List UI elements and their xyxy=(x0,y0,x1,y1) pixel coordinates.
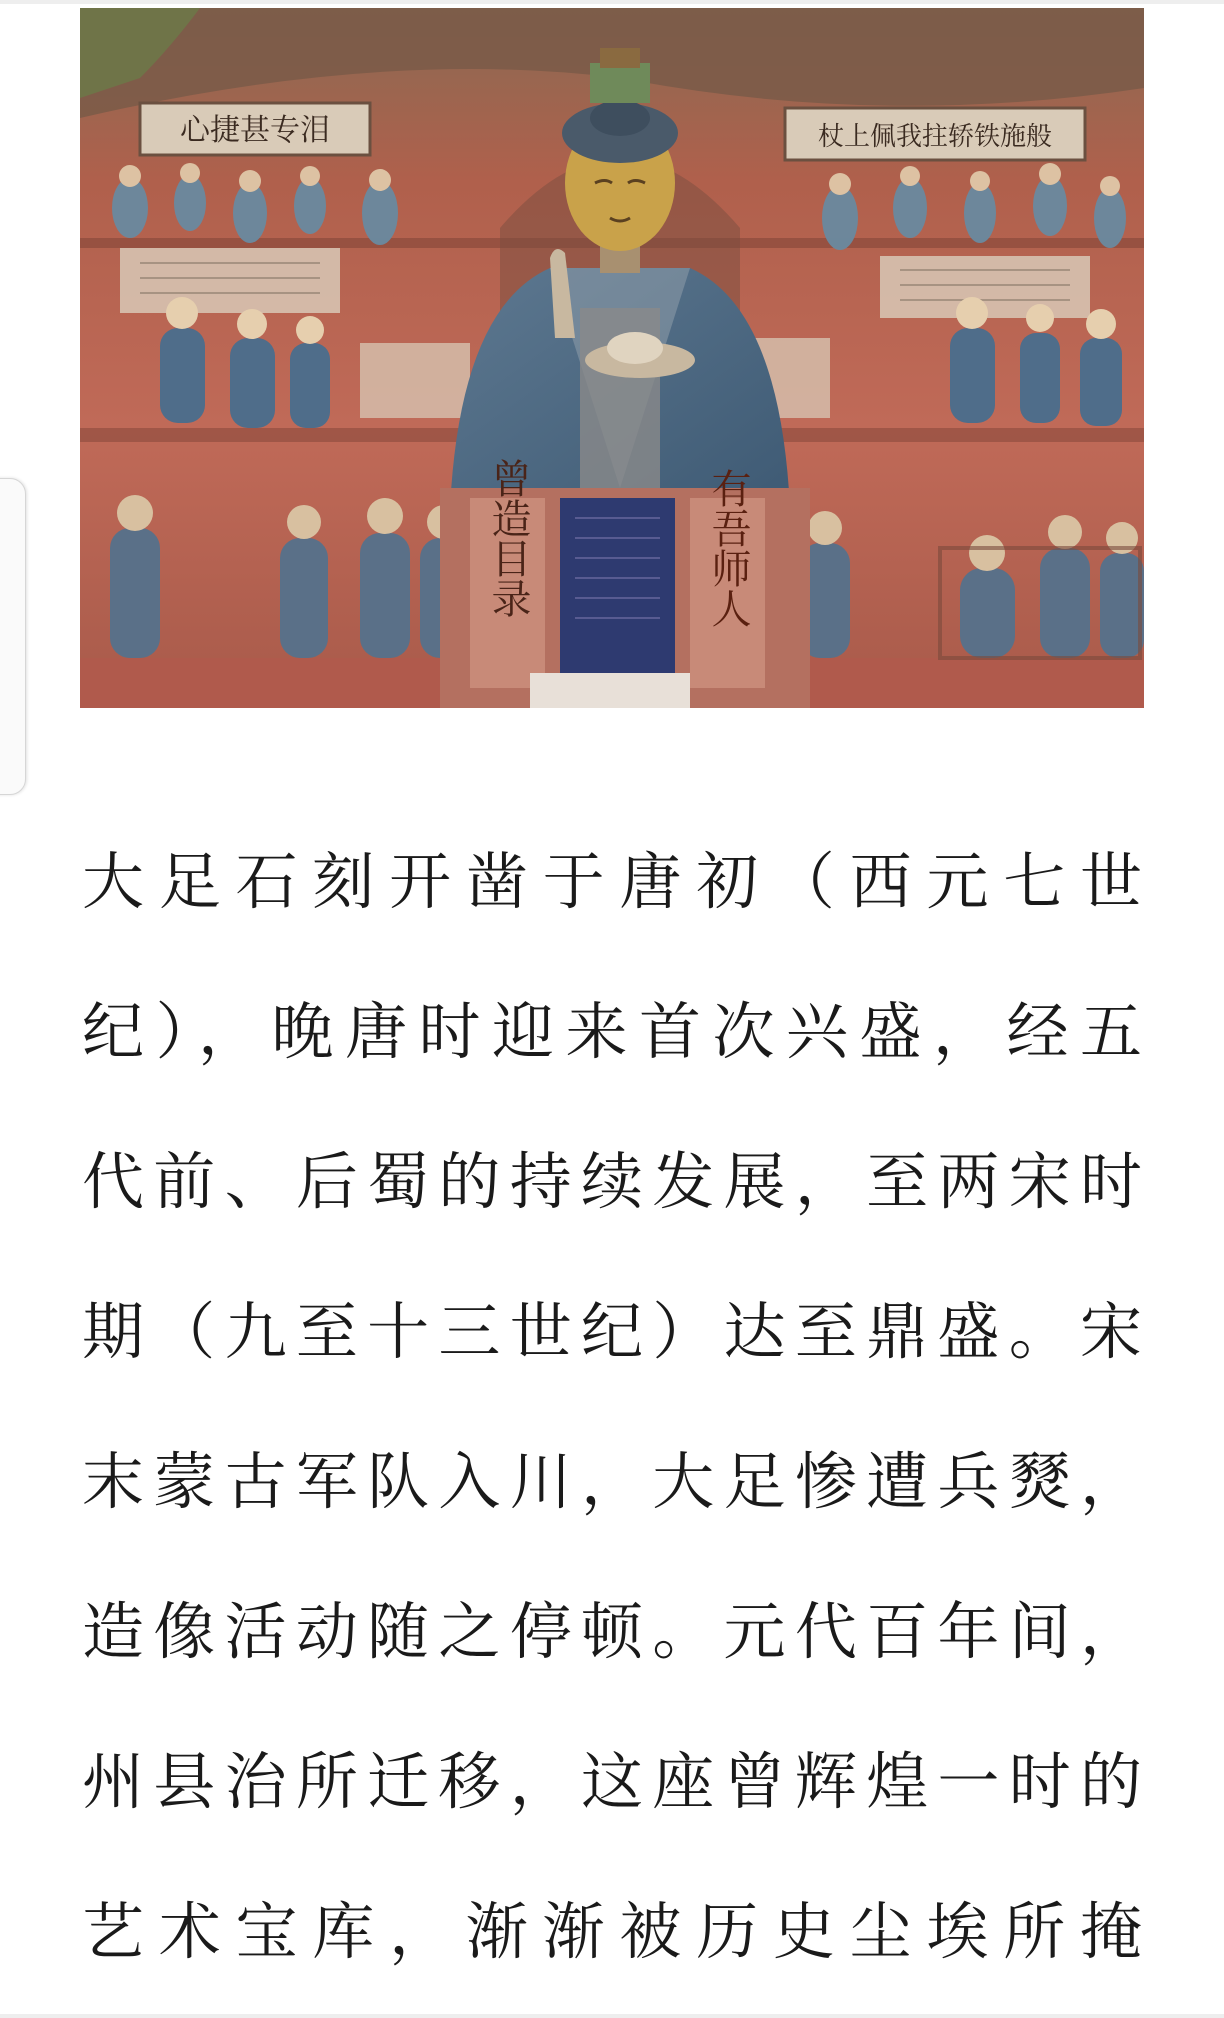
article-line: 期（九至十三世纪）达至鼎盛。宋 xyxy=(82,1295,1144,1368)
article-line: 艺术宝库，渐渐被历史尘埃所掩 xyxy=(82,1895,1144,1968)
stone-carving-photo[interactable] xyxy=(80,8,1144,708)
pillar-right-text: 有吾师人 xyxy=(705,468,751,628)
side-drawer-handle[interactable] xyxy=(0,478,26,795)
top-divider xyxy=(0,0,1224,4)
pillar-left-text: 曾造目录 xyxy=(485,458,531,618)
bottom-divider xyxy=(0,2014,1224,2018)
right-plaque-text: 杖上佩我拄轿铁施般 xyxy=(817,122,1053,152)
left-plaque-text: 心捷甚专泪 xyxy=(180,113,330,148)
article-line: 代前、后蜀的持续发展，至两宋时 xyxy=(82,1145,1144,1218)
article-line: 州县治所迁移，这座曾辉煌一时的 xyxy=(82,1745,1144,1818)
article-body xyxy=(82,832,1144,2018)
article-line: 纪），晚唐时迎来首次兴盛，经五 xyxy=(82,995,1144,1068)
article-line: 造像活动随之停顿。元代百年间， xyxy=(82,1595,1144,1668)
article-line: 大足石刻开凿于唐初（西元七世 xyxy=(82,845,1144,918)
photo-illustration xyxy=(80,8,1144,708)
article-line: 末蒙古军队入川，大足惨遭兵燹， xyxy=(82,1445,1144,1518)
